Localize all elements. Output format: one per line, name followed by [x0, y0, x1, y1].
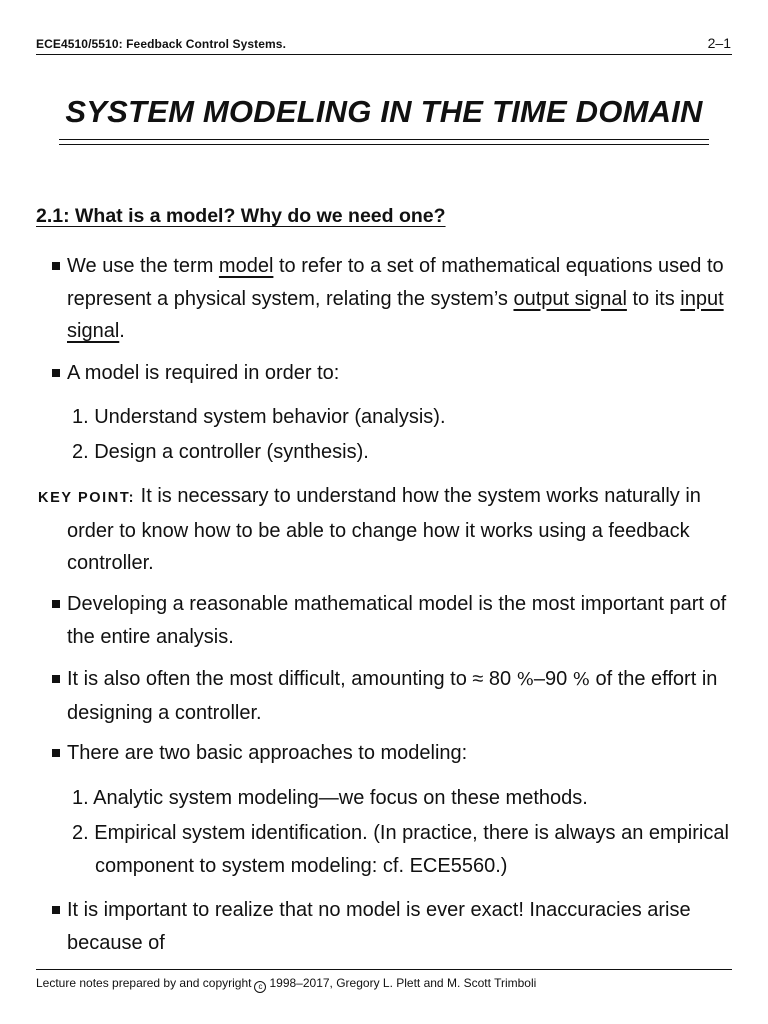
key-point: [38, 480, 747, 580]
header-divider: [36, 54, 732, 55]
text-fragment: of the effort in designing a controller.: [67, 668, 718, 724]
bullet-square-icon: [52, 262, 60, 270]
page-footer: [36, 976, 536, 993]
bullet-no-exact-model: It is important to realize that no model is ever exact! Inaccuracies arise because of: [67, 899, 691, 954]
term-input-signal: input signal: [67, 287, 724, 342]
text-fragment: .: [119, 320, 125, 342]
bullet-model-difficulty: [67, 663, 747, 729]
bullet-square-icon: [52, 369, 60, 377]
text-fragment: We use the term: [67, 255, 219, 277]
bullet-square-icon: [52, 600, 60, 608]
list-item-empirical: 2. Empirical system identification. (In practice, there is always an empirical component to system modeling: cf. ECE5560.): [72, 822, 729, 877]
bullet-model-required: A model is required in order to:: [67, 362, 340, 384]
copyright-icon: c: [254, 981, 266, 993]
footer-text: 1998–2017, Gregory L. Plett and M. Scott Trimboli: [269, 976, 537, 990]
percent-symbol: %: [516, 669, 534, 690]
bullet-square-icon: [52, 906, 60, 914]
list-item-analytic: 1. Analytic system modeling—we focus on these methods.: [72, 787, 588, 809]
key-point-label: KEY POINT:: [38, 490, 136, 506]
term-model: model: [218, 255, 274, 277]
page-number: 2–1: [707, 35, 731, 51]
bullet-square-icon: [52, 675, 60, 683]
footer-divider: [36, 969, 732, 970]
bullet-modeling-approaches: There are two basic approaches to modeling:: [67, 742, 468, 764]
text-fragment: It is also often the most difficult, amounting to ≈ 80: [67, 668, 517, 690]
section-heading: 2.1: What is a model? Why do we need one?: [36, 205, 446, 227]
course-title: ECE4510/5510: Feedback Control Systems.: [36, 37, 287, 51]
list-item-synthesis: 2. Design a controller (synthesis).: [72, 441, 369, 463]
title-divider-top: [59, 139, 709, 140]
percent-symbol: %: [572, 669, 590, 690]
title-divider-bottom: [59, 144, 709, 145]
bullet-model-definition: [67, 250, 747, 348]
page-title: SYSTEM MODELING IN THE TIME DOMAIN: [65, 94, 703, 129]
key-point-text: It is necessary to understand how the system works naturally in order to know how to be able to change how it works using a feedback controller.: [67, 485, 701, 574]
list-item-analysis: 1. Understand system behavior (analysis).: [72, 406, 446, 428]
bullet-square-icon: [52, 749, 60, 757]
text-fragment: to its: [626, 287, 681, 310]
text-fragment: –90: [533, 668, 573, 690]
term-output-signal: output signal: [513, 287, 627, 310]
text-fragment: to refer to a set of mathematical equations used to represent a physical system, relating the system’s: [67, 255, 724, 310]
footer-text: Lecture notes prepared by and copyright: [36, 976, 252, 990]
bullet-model-importance: Developing a reasonable mathematical model is the most important part of the entire analysis.: [67, 593, 727, 648]
